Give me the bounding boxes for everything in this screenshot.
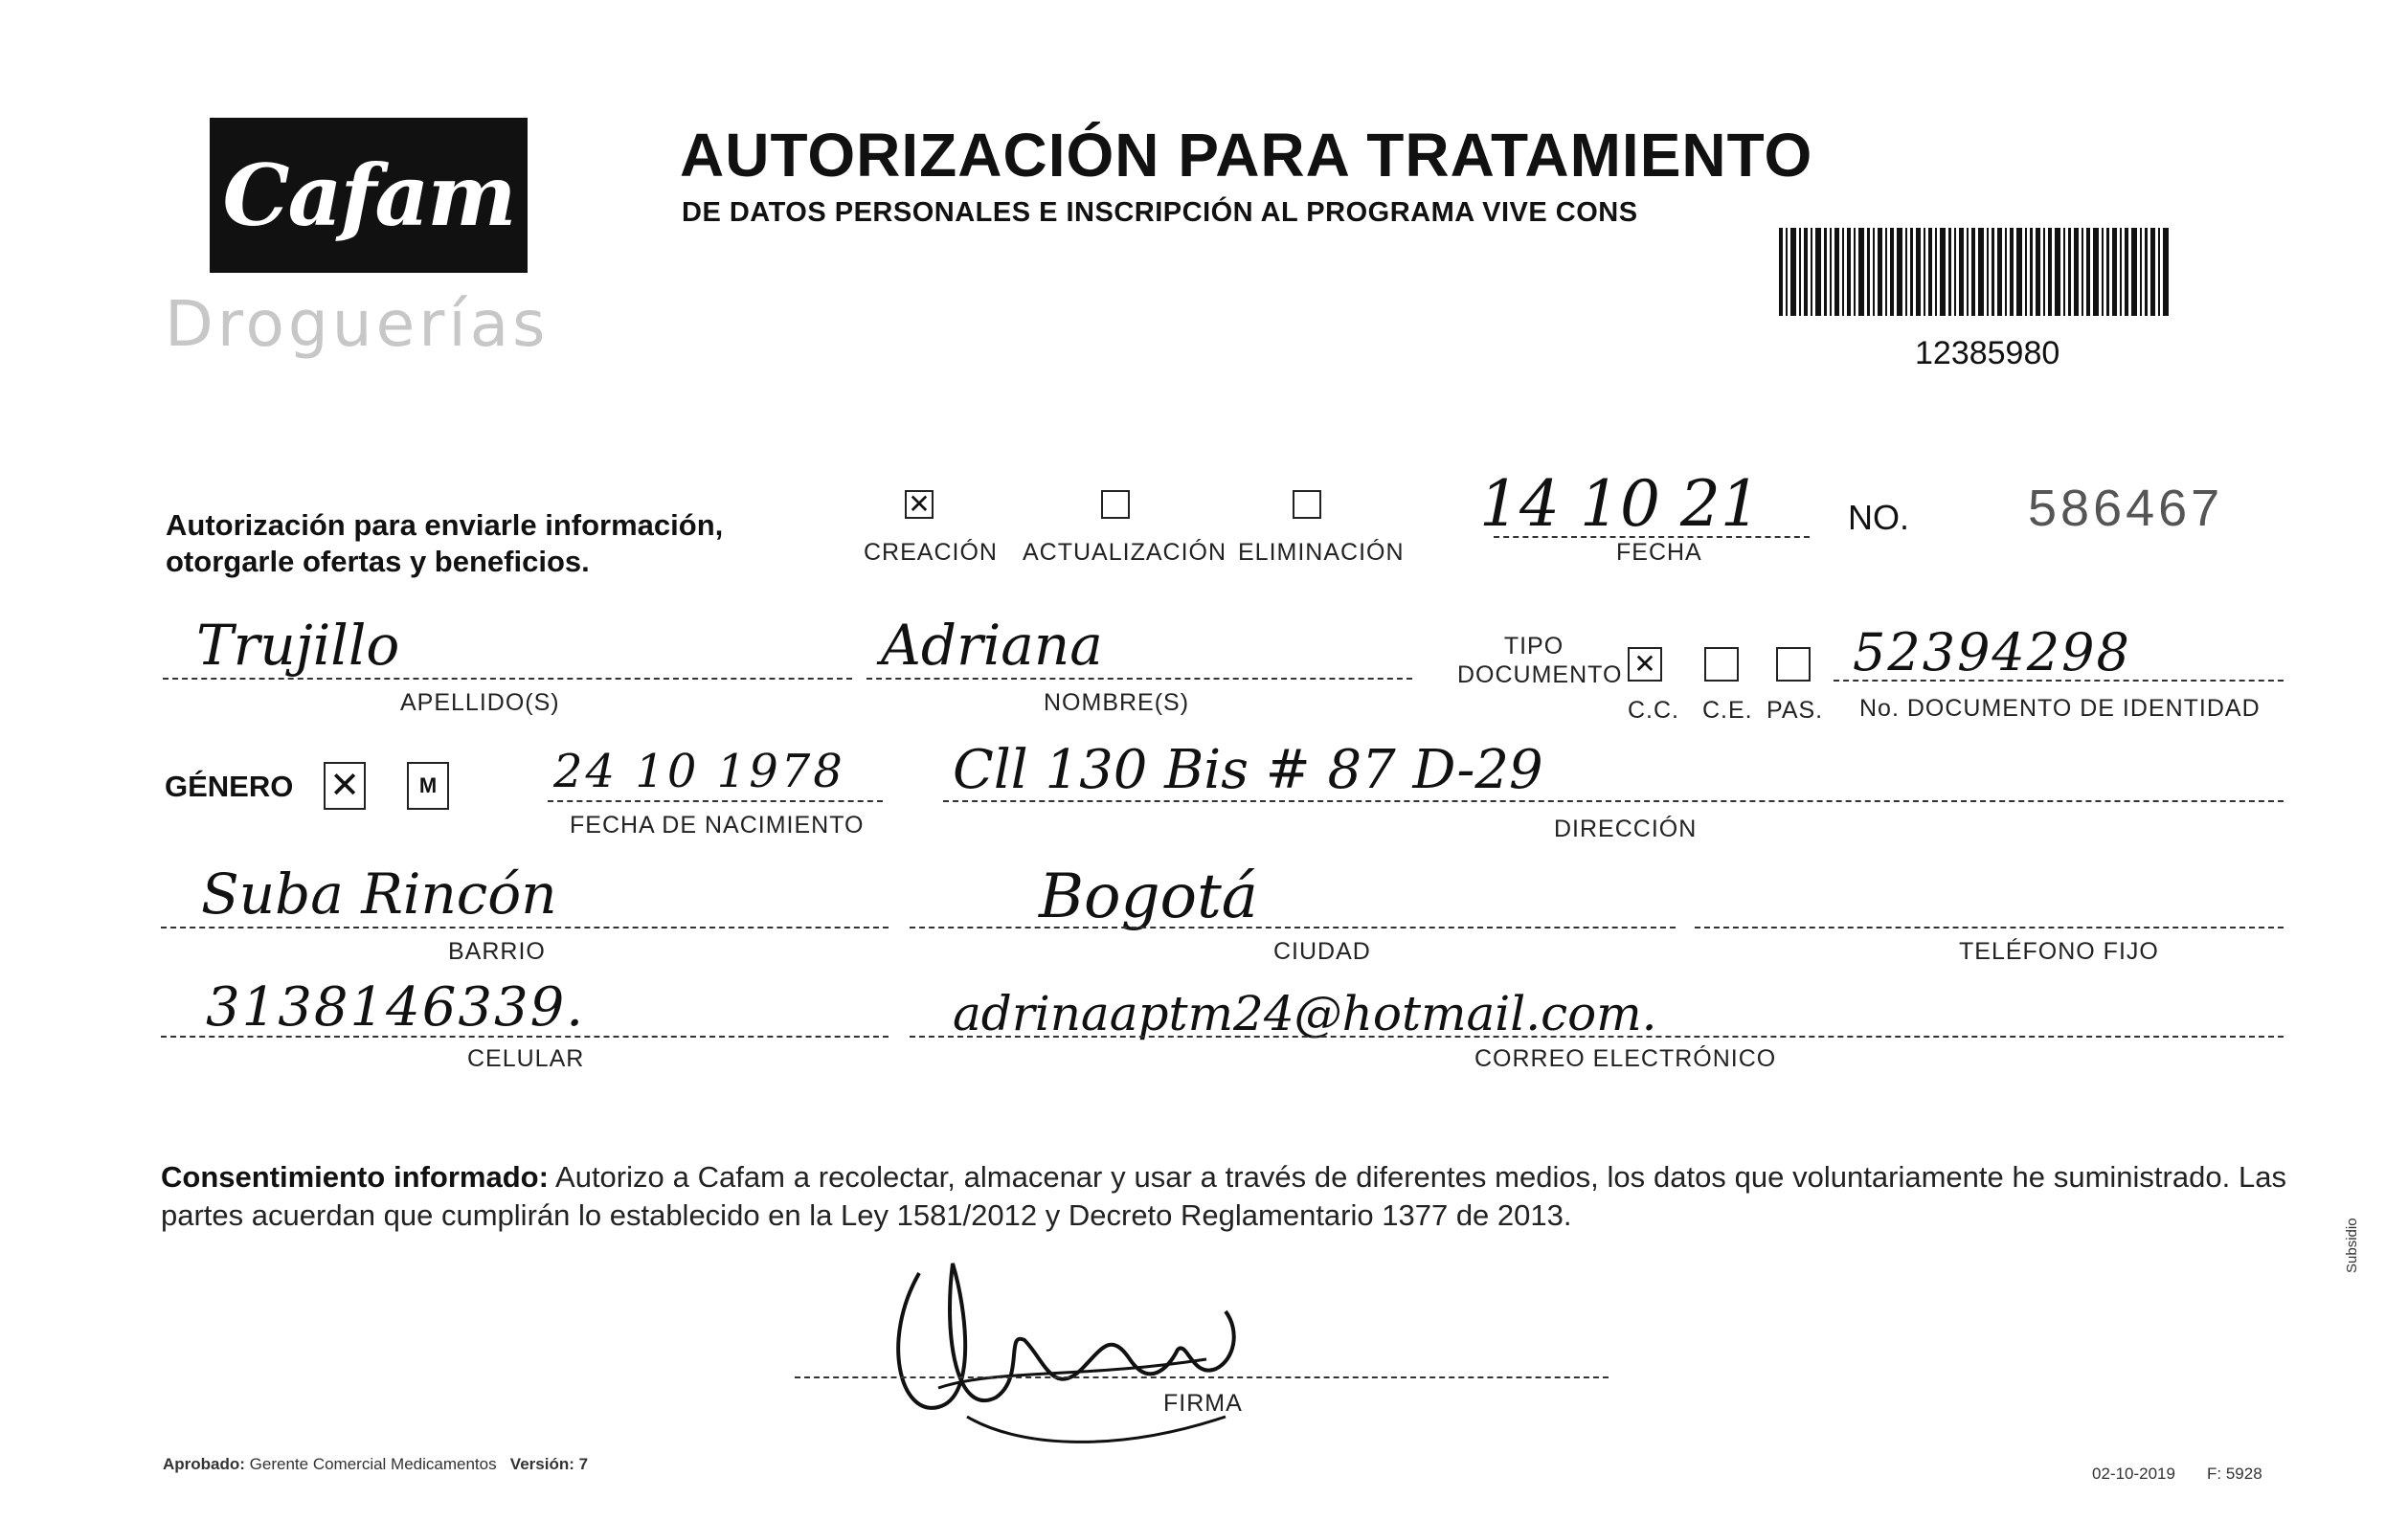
aprobado-label: Aprobado: <box>163 1455 245 1473</box>
ciudad-label: CIUDAD <box>1273 938 1371 965</box>
pas-checkbox[interactable] <box>1776 647 1811 682</box>
actualizacion-label: ACTUALIZACIÓN <box>1023 539 1227 566</box>
barcode <box>1779 228 2169 316</box>
authorization-label: Autorización para enviarle información, otorgarle ofertas y beneficios. <box>166 508 724 578</box>
cafam-logo <box>210 118 528 273</box>
nombres-label: NOMBRE(S) <box>1044 689 1190 716</box>
nombres-value: Adriana <box>881 613 1103 678</box>
aprobado-value: Gerente Comercial Medicamentos <box>249 1455 497 1473</box>
celular-value: 3138146339. <box>206 976 586 1039</box>
cc-checkbox[interactable]: ✕ <box>1628 647 1662 682</box>
eliminacion-checkbox[interactable] <box>1293 490 1321 519</box>
tipo-documento-label: TIPO DOCUMENTO <box>1457 633 1623 688</box>
telefono-fijo-label: TELÉFONO FIJO <box>1959 938 2159 965</box>
consent-heading: Consentimiento informado: <box>161 1160 549 1194</box>
actualizacion-checkbox[interactable] <box>1101 490 1130 519</box>
documento-value: 52394298 <box>1853 622 2131 682</box>
fecha-value: 14 10 21 <box>1479 467 1761 541</box>
genero-label: GÉNERO <box>165 770 294 803</box>
apellidos-label: APELLIDO(S) <box>400 689 560 716</box>
direccion-label: DIRECCIÓN <box>1554 816 1698 842</box>
consent-text: Autorizo a Cafam a recolectar, almacenar y usar a través de diferentes medios, los datos que voluntariamente he suministrado. Las partes acuerdan que cumplirán lo establecido en la Ley 1581/2012 y Decreto Reglamentario 1377 de 2013. <box>161 1160 2286 1232</box>
numero-label: NO. <box>1848 498 1910 537</box>
pas-label: PAS. <box>1767 697 1824 724</box>
direccion-value: Cll 130 Bis # 87 D-29 <box>953 739 1543 801</box>
fecha-nacimiento-value: 24 10 1978 <box>553 745 845 798</box>
form-title: AUTORIZACIÓN PARA TRATAMIENTO <box>680 121 1813 190</box>
barrio-label: BARRIO <box>448 938 546 965</box>
signature-image <box>862 1225 1264 1474</box>
consent-paragraph <box>161 1158 2286 1235</box>
footer-form-code: F: 5928 <box>2207 1465 2262 1483</box>
logo-text: Cafam <box>222 145 515 245</box>
numero-value: 586467 <box>2028 480 2224 537</box>
creacion-label: CREACIÓN <box>864 539 998 566</box>
cc-label: C.C. <box>1628 697 1679 724</box>
correo-label: CORREO ELECTRÓNICO <box>1474 1045 1777 1072</box>
creacion-checkbox[interactable]: ✕ <box>905 490 934 519</box>
ce-label: C.E. <box>1702 697 1753 724</box>
ce-checkbox[interactable] <box>1704 647 1739 682</box>
fecha-label: FECHA <box>1616 539 1702 566</box>
eliminacion-label: ELIMINACIÓN <box>1238 539 1405 566</box>
footer-aprobado <box>163 1455 588 1474</box>
genero-m-checkbox[interactable] <box>407 762 449 810</box>
footer-date-code: 02-10-2019 <box>2092 1465 2175 1483</box>
apellidos-value: Trujillo <box>196 613 400 678</box>
genero-f-checkbox[interactable]: ✕ <box>324 762 366 810</box>
ciudad-value: Bogotá <box>1039 861 1258 932</box>
genero-m-label: M <box>418 773 438 797</box>
droguerias-label: Droguerías <box>165 287 550 361</box>
version-label: Versión: 7 <box>509 1455 589 1473</box>
fecha-nacimiento-label: FECHA DE NACIMIENTO <box>570 812 865 839</box>
barcode-number: 12385980 <box>1915 335 2060 371</box>
correo-value: adrinaaptm24@hotmail.com. <box>953 986 1657 1041</box>
barrio-value: Suba Rincón <box>201 861 557 927</box>
firma-label: FIRMA <box>1163 1390 1243 1417</box>
celular-label: CELULAR <box>467 1045 585 1072</box>
side-stamp: Subsidio <box>2344 1218 2360 1273</box>
documento-label: No. DOCUMENTO DE IDENTIDAD <box>1859 695 2261 722</box>
form-subtitle: DE DATOS PERSONALES E INSCRIPCIÓN AL PROGRAMA VIVE CONS <box>682 197 1638 228</box>
